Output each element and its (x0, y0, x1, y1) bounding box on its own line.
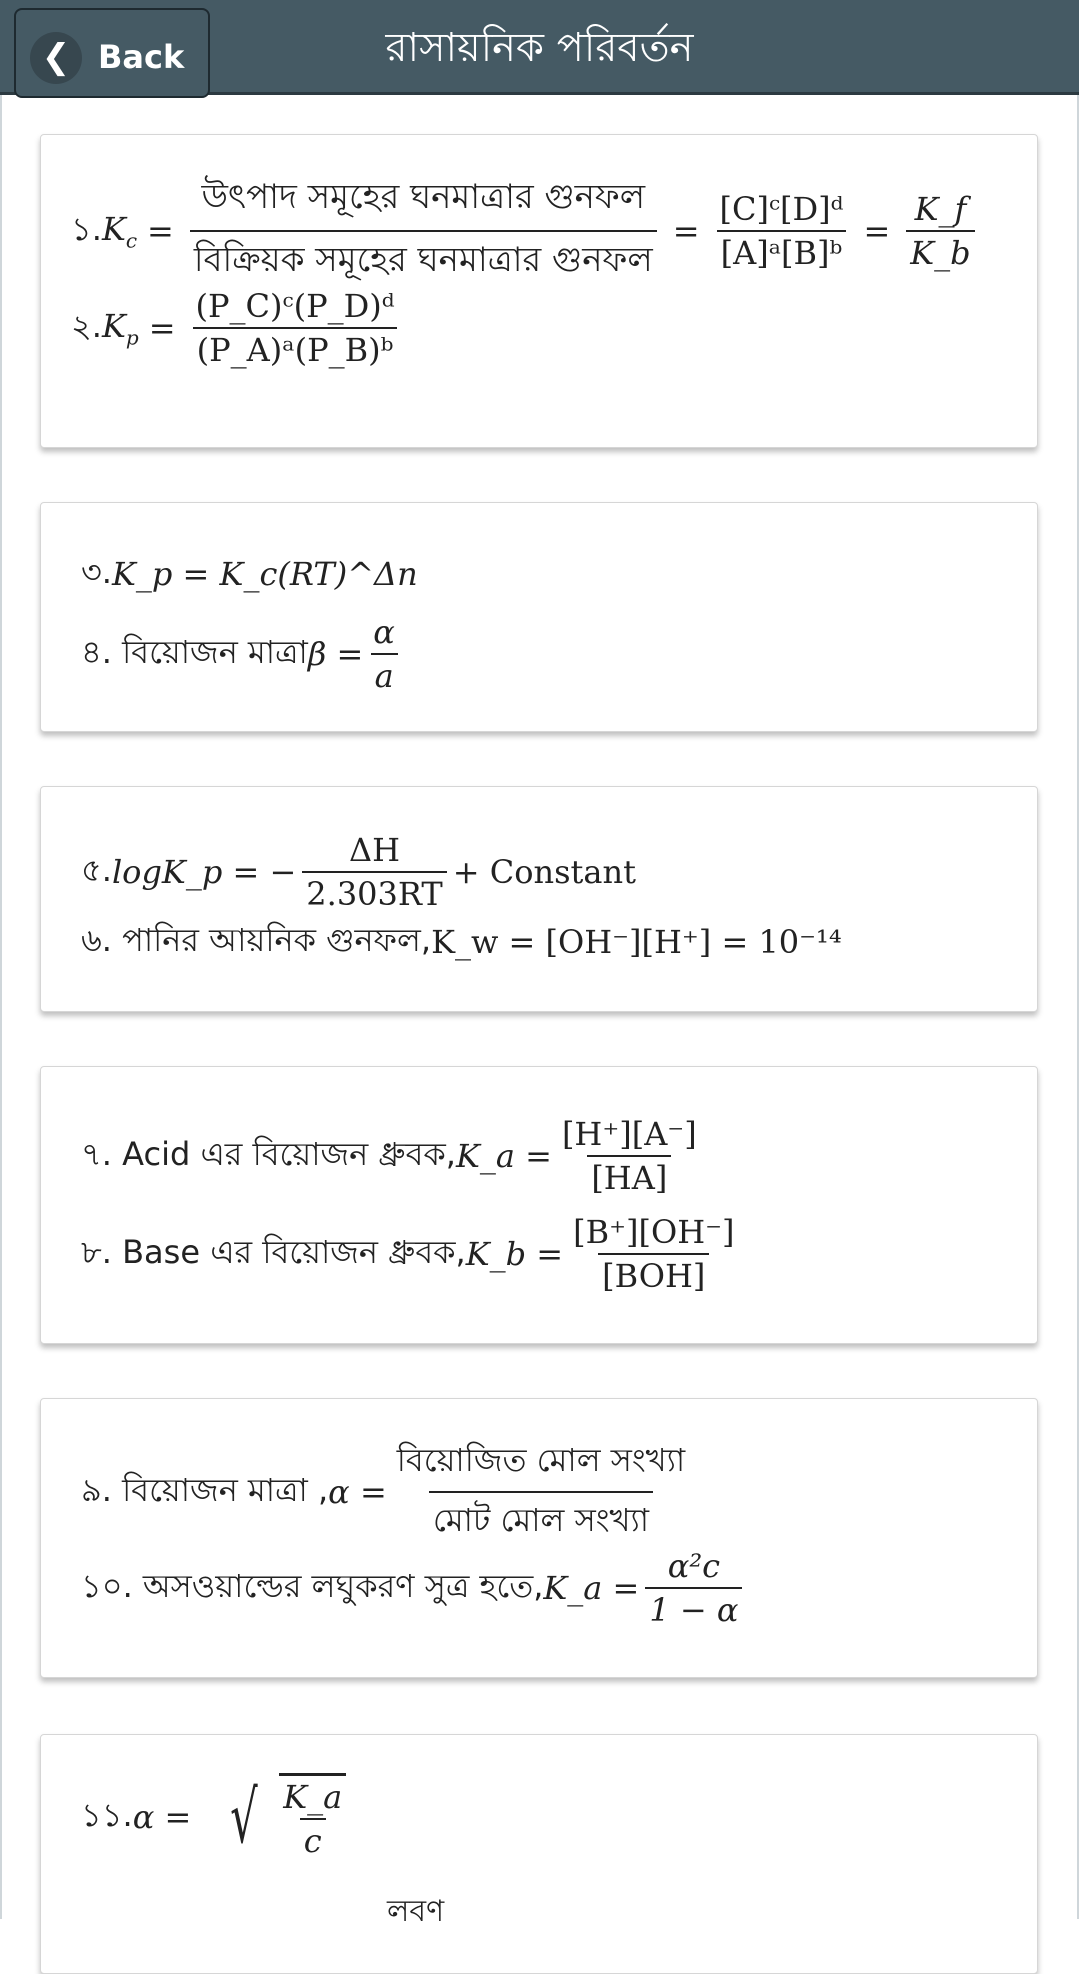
formula-card-6 (40, 1734, 1038, 1974)
fraction (716, 190, 848, 272)
fraction-numerator: K_f (914, 190, 967, 228)
formula-number: ১১. (81, 1795, 133, 1834)
fraction (190, 171, 657, 291)
formula-lhs: $K_p$ (101, 306, 139, 350)
fraction-denominator: a (371, 653, 398, 695)
fraction-denominator: 1 − α (645, 1587, 742, 1629)
formula-label: ৮. Base এর বিয়োজন ধ্রুবক, (81, 1233, 466, 1271)
fraction (302, 831, 446, 913)
fraction-numerator: বিয়োজিত মোল সংখ্যা (396, 1441, 686, 1479)
formula-lhs: K_a = (543, 1569, 640, 1607)
left-border (0, 95, 2, 1919)
fraction-denominator: K_b (906, 230, 974, 272)
page-title: রাসায়নিক পরিবর্তন (385, 25, 694, 71)
formula-label: ৯. বিয়োজন মাত্রা , (81, 1471, 329, 1509)
formula-number: ৩. (81, 553, 112, 591)
formula-label: ৬. পানির আয়নিক গুনফল, (81, 921, 432, 959)
fraction-numerator: [B⁺][OH⁻] (573, 1213, 735, 1251)
formula-number: ১. (71, 210, 102, 248)
radical-sign: √ (230, 1774, 259, 1859)
formula-2: ২. $K_p$ = $\frac{\text{(P\_C)ᶜ(P\_D)ᵈ}}{\text{(P\_A)ᵃ(P\_B)ᵇ}}$ (71, 287, 405, 369)
formula-rhs: + Constant (452, 853, 636, 891)
fraction-numerator: α (373, 613, 395, 651)
formula-lhs: β = (307, 635, 364, 673)
formula-card-5 (40, 1398, 1038, 1678)
fraction-numerator: [H⁺][A⁻] (561, 1115, 697, 1153)
formula-lhs: α = (328, 1473, 387, 1511)
fraction-numerator: ΔH (349, 831, 401, 869)
formula-10 (81, 1547, 748, 1629)
formula-lhs: K_a = (455, 1137, 552, 1175)
formula-card-4 (40, 1066, 1038, 1344)
fraction (393, 1435, 689, 1549)
fraction (645, 1547, 742, 1629)
back-label: Back (98, 38, 185, 76)
partial-text: লবণ (387, 1894, 445, 1929)
formula-7 (81, 1115, 707, 1197)
fraction (569, 1213, 738, 1295)
formula-number: ৫. (81, 851, 112, 889)
formula-card-2 (40, 502, 1038, 732)
formula-6 (81, 915, 842, 969)
formula-11 (81, 1773, 352, 1860)
formula-9 (81, 1435, 695, 1549)
formula-lhs: $K_c$ (101, 209, 138, 253)
fraction-denominator: c (300, 1818, 326, 1860)
fraction-denominator: (P_A)ᵃ(P_B)ᵇ (193, 327, 398, 369)
fraction-denominator: 2.303RT (302, 871, 446, 913)
fraction (192, 287, 399, 369)
formula-card-1 (40, 134, 1038, 448)
formula-4 (81, 613, 405, 695)
formula-text: K_p = K_c(RT)^Δn (111, 555, 418, 593)
formula-rhs: K_w = [OH⁻][H⁺] = 10⁻¹⁴ (431, 923, 842, 961)
formula-label: ১০. অসওয়াল্ডের লঘুকরণ সুত্র হতে, (81, 1567, 544, 1605)
app-header (0, 0, 1079, 95)
formula-lhs: logK_p = − (111, 853, 297, 891)
formula-label: ৪. বিয়োজন মাত্রা (81, 633, 308, 671)
formula-number: ২. (71, 307, 102, 345)
formula-lhs: α = (132, 1797, 192, 1836)
formula-label: ৭. Acid এর বিয়োজন ধ্রুবক, (81, 1135, 456, 1173)
fraction-denominator: [HA] (587, 1155, 671, 1197)
fraction-numerator: (P_C)ᶜ(P_D)ᵈ (195, 287, 395, 325)
fraction-numerator: [C]ᶜ[D]ᵈ (719, 190, 844, 228)
formula-8 (81, 1213, 744, 1295)
fraction-denominator: [A]ᵃ[B]ᵇ (717, 230, 847, 272)
fraction-numerator: উৎপাদ সমূহের ঘনমাত্রার গুনফল (201, 177, 646, 217)
formula-lhs: K_b = (465, 1235, 564, 1273)
square-root (191, 1773, 352, 1860)
formula-1: ১. $K_c$ = $\frac{\text{উৎপাদ সমূহের ঘনমাত্রার গুনফল}}{\text{বিক্রিয়ক সমূহের ঘনমাত্রার গুনফল}}$ = $\frac{\text{[C]ᶜ[D]ᵈ}}{\text{[A]ᵃ[B]ᵇ}}$ = $\frac{K\_f}{K\_b}$ (71, 171, 981, 291)
fraction (279, 1773, 346, 1860)
fraction-denominator: মোট মোল সংখ্যা (429, 1491, 653, 1549)
fraction (558, 1115, 701, 1197)
fraction (906, 190, 974, 272)
fraction-denominator: বিক্রিয়ক সমূহের ঘনমাত্রার গুনফল (190, 230, 657, 291)
fraction (369, 613, 399, 695)
chevron-left-icon: ❮ (30, 32, 82, 84)
formula-5 (81, 831, 636, 913)
formula-3 (81, 547, 418, 601)
fraction-numerator: α²c (667, 1547, 721, 1585)
formula-card-3 (40, 786, 1038, 1012)
fraction-denominator: [BOH] (598, 1253, 709, 1295)
fraction-numerator: K_a (283, 1778, 343, 1816)
